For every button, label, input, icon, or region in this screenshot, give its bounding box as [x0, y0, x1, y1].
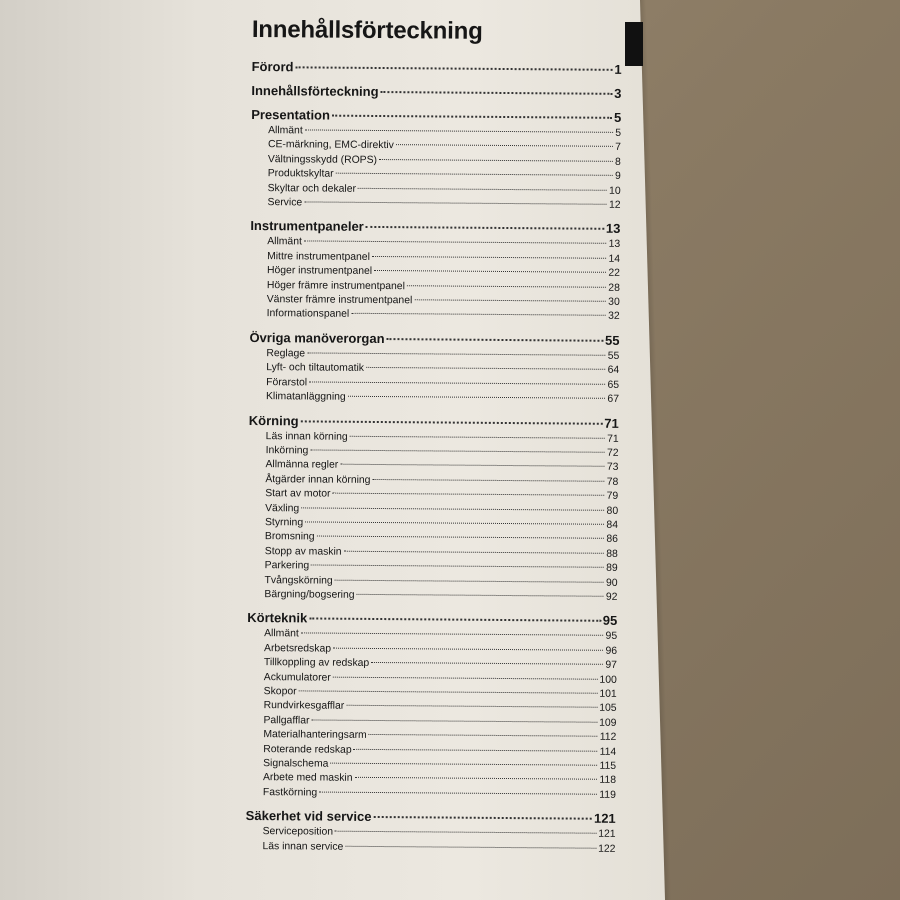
dot-leader [312, 719, 598, 722]
toc-entry-label: Åtgärder innan körning [265, 473, 371, 486]
toc-entry-label: Informationspanel [266, 308, 350, 321]
toc-page-number: 30 [608, 296, 620, 308]
toc-entry-label: Säkerhet vid service [245, 808, 372, 825]
toc-entry-label: Allmänt [264, 628, 299, 640]
toc-section [249, 329, 620, 408]
toc-page-number: 1 [614, 61, 622, 77]
dot-leader [305, 521, 604, 524]
toc-entry-label: Allmänt [267, 236, 302, 248]
dot-leader [332, 115, 612, 119]
dot-leader [333, 493, 605, 496]
toc-entry-label: Körning [248, 412, 299, 428]
toc-entry-label: Allmänt [268, 125, 303, 137]
dot-leader [301, 507, 604, 510]
dot-leader [346, 705, 597, 708]
toc-entry-label: Mittre instrumentpanel [267, 250, 370, 263]
toc-entry-label: Läs innan körning [265, 430, 348, 443]
toc-page-number: 101 [599, 688, 617, 700]
toc-page-number: 109 [599, 717, 617, 729]
dot-leader [373, 816, 592, 820]
toc-page-number: 5 [613, 109, 622, 125]
dot-leader [335, 831, 596, 834]
toc-page-number: 122 [598, 843, 616, 855]
toc-page-number: 65 [607, 379, 620, 391]
toc-page-number: 71 [604, 415, 619, 431]
toc-page-number: 84 [606, 519, 619, 531]
dot-leader [335, 579, 604, 582]
toc-page-number: 9 [614, 171, 621, 183]
toc-page-number: 55 [607, 350, 620, 362]
toc-page-number: 7 [615, 142, 622, 154]
toc-page-number: 28 [608, 282, 620, 294]
toc-page-number: 3 [614, 85, 622, 101]
dot-leader [351, 313, 606, 316]
toc-entry-label: Förarstol [266, 376, 308, 389]
toc-entry-label: Pallgafflar [263, 714, 310, 727]
toc-entry-label: Läs innan service [262, 840, 344, 853]
dot-leader [344, 550, 605, 553]
page-title: Innehållsförteckning [251, 16, 483, 45]
toc-section [245, 807, 615, 857]
toc-page-number: 13 [605, 221, 621, 237]
toc-entry-label: Ackumulatorer [263, 671, 331, 684]
dot-leader [305, 129, 614, 132]
toc-page-number: 80 [606, 505, 619, 517]
toc-entry-label: Vältningsskydd (ROPS) [267, 153, 378, 166]
toc-entry-label: Start av motor [265, 488, 331, 500]
toc-entry-label: Signalschema [263, 758, 329, 770]
dot-leader [358, 187, 607, 190]
dot-leader [396, 145, 613, 148]
toc-entry-label: Innehållsförteckning [251, 82, 379, 99]
dot-leader [340, 464, 605, 467]
dot-leader [333, 676, 598, 679]
dot-leader [333, 647, 603, 650]
toc-subentry[interactable] [247, 671, 617, 688]
toc-section [246, 609, 617, 803]
toc-entry-label: Arbete med maskin [262, 772, 353, 785]
toc-page-number: 95 [605, 631, 618, 643]
dot-leader [317, 536, 605, 539]
dot-leader [345, 845, 596, 848]
toc-entry-label: Inkörning [265, 445, 309, 457]
toc-entry-label: Skyltar och dekaler [267, 182, 357, 195]
toc-section [251, 82, 621, 102]
toc-entry-label: Växling [265, 502, 300, 514]
toc-entry-label: Klimatanläggning [265, 391, 346, 403]
toc-entry-label: Höger främre instrumentpanel [266, 279, 405, 292]
toc-page-number: 14 [608, 253, 621, 265]
toc-section-heading[interactable] [249, 411, 619, 431]
toc-page-number: 121 [598, 828, 616, 841]
toc-entry-label: Förord [251, 58, 294, 75]
toc-entry-label: Övriga manöverorgan [249, 329, 385, 346]
toc-subentry[interactable] [251, 182, 621, 199]
toc-page-number: 97 [605, 659, 617, 672]
dot-leader [301, 633, 604, 636]
dot-leader [414, 299, 606, 302]
dot-leader [387, 338, 603, 342]
dot-leader [369, 734, 598, 737]
dot-leader [309, 381, 605, 384]
toc-section [247, 411, 618, 605]
dot-leader [330, 763, 597, 766]
dot-leader [304, 241, 607, 244]
dot-leader [350, 435, 605, 438]
toc-section-heading[interactable] [251, 82, 621, 102]
toc-page-number: 13 [608, 239, 621, 251]
toc-entry-label: Körteknik [247, 610, 308, 626]
toc-sections [245, 58, 621, 857]
toc-page-number: 112 [599, 731, 617, 744]
toc-page-number: 79 [606, 490, 619, 503]
toc-page-number: 114 [599, 746, 617, 758]
toc-entry-label: Allmänna regler [265, 459, 339, 472]
toc-page-number: 118 [599, 775, 617, 787]
toc-page-number: 72 [606, 447, 619, 459]
toc-section-heading[interactable] [250, 217, 620, 237]
toc-subentry[interactable] [248, 487, 618, 504]
dot-leader [381, 91, 613, 95]
toc-page-number: 78 [606, 476, 619, 488]
toc-entry-label: Lyft- och tiltautomatik [266, 362, 365, 375]
toc-subentry[interactable] [249, 390, 619, 407]
dot-leader [373, 479, 605, 482]
toc-page-number: 115 [599, 760, 617, 772]
toc-section [250, 217, 621, 324]
toc-entry-label: Höger instrumentpanel [266, 265, 373, 278]
toc-page-number: 67 [607, 393, 620, 405]
dot-leader [295, 66, 612, 70]
toc-entry-label: Stopp av maskin [264, 545, 342, 558]
toc-section [250, 106, 621, 213]
dot-leader [309, 618, 601, 622]
toc-page-number: 73 [606, 462, 619, 474]
dot-leader [310, 449, 605, 452]
toc-page-number: 55 [604, 332, 620, 348]
toc-page-number: 95 [602, 613, 618, 629]
toc-page-number: 71 [607, 433, 619, 445]
toc-subentry[interactable] [246, 786, 616, 803]
toc-entry-label: CE-märkning, EMC-direktiv [267, 139, 394, 152]
dot-leader [355, 777, 598, 780]
toc-page-number: 92 [605, 591, 618, 603]
toc-page-number: 5 [615, 127, 622, 139]
toc-entry-label: Parkering [264, 560, 310, 572]
toc-page-number: 100 [599, 674, 617, 686]
toc-subentry[interactable] [247, 588, 617, 605]
toc-page-number: 90 [605, 577, 618, 589]
dot-leader [371, 662, 603, 665]
dot-leader [379, 159, 613, 162]
dot-leader [319, 791, 597, 794]
toc-subentry[interactable] [245, 840, 615, 857]
toc-page-number: 119 [599, 789, 616, 801]
toc-entry-label: Roterande redskap [263, 743, 352, 756]
dot-leader [374, 270, 606, 273]
toc-subentry[interactable] [250, 196, 620, 213]
dot-leader [366, 226, 604, 230]
toc-page-number: 88 [606, 548, 618, 560]
toc-page-number: 22 [608, 268, 621, 280]
toc-page-number: 32 [608, 311, 620, 323]
toc-entry-label: Rundvirkesgafflar [263, 700, 345, 713]
dot-leader [366, 367, 606, 370]
toc-entry-label: Service [267, 197, 303, 209]
dot-leader [372, 256, 607, 259]
toc-entry-label: Tillkoppling av redskap [263, 657, 370, 670]
toc-section-heading[interactable] [249, 329, 619, 349]
toc-entry-label: Skopor [263, 686, 297, 698]
toc-entry-label: Arbetsredskap [263, 642, 332, 655]
dot-leader [307, 352, 606, 355]
toc-subentry[interactable] [250, 307, 620, 324]
toc-page-number: 8 [615, 156, 621, 168]
toc-entry-label: Tvångskörning [264, 574, 333, 587]
table-of-contents [245, 16, 622, 864]
dot-leader [357, 594, 604, 597]
toc-entry-label: Instrumentpaneler [250, 218, 364, 235]
dot-leader [301, 420, 603, 424]
dot-leader [354, 748, 598, 751]
toc-entry-label: Vänster främre instrumentpanel [266, 294, 413, 307]
toc-entry-label: Reglage [266, 347, 306, 360]
section-tab-marker [625, 22, 643, 66]
toc-page-number: 121 [593, 810, 616, 827]
toc-section-heading[interactable] [246, 807, 616, 827]
toc-entry-label: Styrning [264, 517, 304, 529]
dot-leader [348, 396, 606, 399]
toc-entry-label: Serviceposition [262, 826, 334, 838]
dot-leader [299, 690, 598, 693]
toc-page-number: 89 [606, 562, 618, 575]
toc-page-number: 12 [608, 199, 621, 211]
toc-section-heading[interactable] [251, 106, 621, 126]
toc-entry-label: Bärgning/bogsering [264, 589, 355, 601]
toc-page-number: 86 [606, 534, 618, 546]
dot-leader [407, 285, 606, 288]
toc-page-number: 96 [605, 645, 618, 657]
toc-section [252, 58, 622, 78]
dot-leader [304, 201, 607, 204]
toc-page-number: 105 [599, 703, 617, 715]
toc-entry-label: Produktskyltar [267, 168, 334, 180]
dot-leader [336, 173, 613, 176]
toc-section-heading[interactable] [247, 609, 617, 629]
toc-entry-label: Bromsning [264, 531, 315, 543]
toc-page-number: 10 [609, 185, 621, 197]
toc-section-heading[interactable] [252, 58, 622, 78]
toc-page-number: 64 [607, 365, 620, 377]
toc-entry-label: Presentation [251, 106, 331, 123]
dot-leader [311, 565, 604, 568]
toc-entry-label: Materialhanteringsarm [263, 729, 367, 742]
toc-entry-label: Fastkörning [262, 786, 318, 799]
